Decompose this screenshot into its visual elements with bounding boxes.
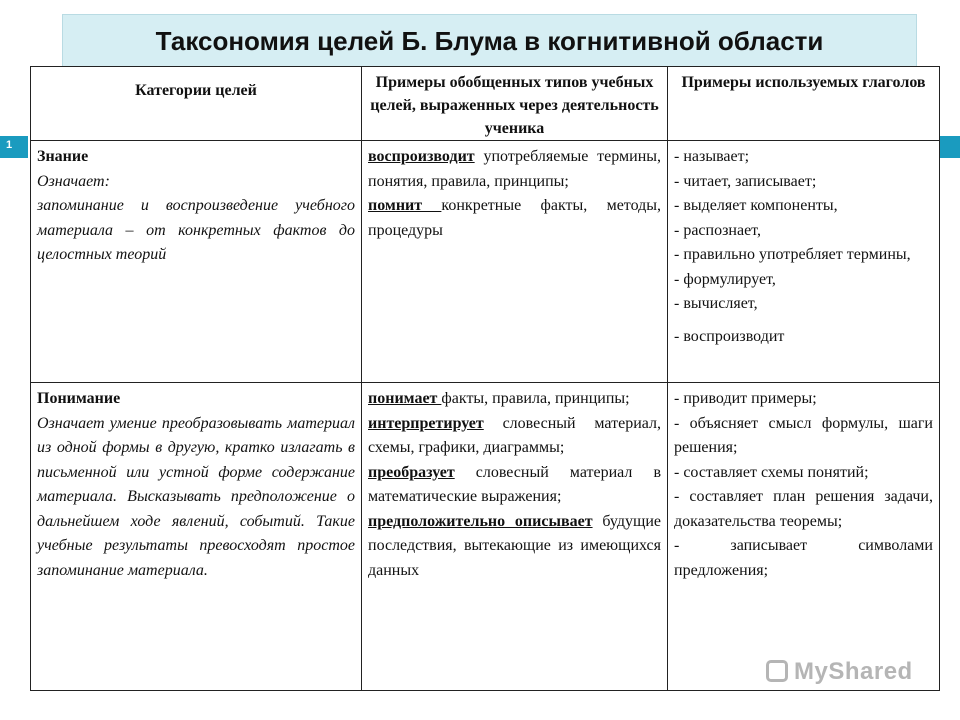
example-text: словесный материал в математические выражения; bbox=[368, 463, 661, 505]
means-label: Означает: bbox=[37, 172, 110, 190]
example-text: употребляемые термины, понятия, правила, принципы; bbox=[368, 148, 661, 190]
verb-item: - читает, записывает; bbox=[674, 172, 817, 190]
example-text: факты, правила, принципы; bbox=[441, 390, 630, 407]
category-description: запоминание и воспроизведение учебного материала – от конкретных фактов до целостных теорий bbox=[37, 197, 355, 263]
verb-item: - записывает символами предложения; bbox=[674, 537, 933, 579]
watermark-text: MyShared bbox=[794, 658, 913, 685]
category-description: Означает умение преобразовывать материал из одной формы в другую, кратко излагать в письменной или устной форме содержание материала. Высказывать предположение о дальнейшем ходе явлений, событий. Такие учебные результаты превосходят простое запоминание материала. bbox=[37, 414, 355, 579]
slide-number: 1 bbox=[6, 139, 13, 151]
cell-examples-knowledge bbox=[362, 141, 668, 383]
cell-examples-understanding bbox=[362, 383, 668, 691]
example-verb: предположительно описывает bbox=[368, 512, 593, 530]
example-verb: преобразует bbox=[368, 463, 455, 481]
header-row bbox=[31, 67, 940, 141]
left-accent-bar bbox=[0, 136, 28, 158]
example-verb: интерпретирует bbox=[368, 414, 484, 432]
cell-verbs-understanding bbox=[668, 383, 940, 691]
example-text: конкретные факты, методы, процедуры bbox=[368, 197, 662, 239]
example-text: словесный материал, схемы, графики, диаграммы; bbox=[368, 414, 661, 456]
verb-item: - выделяет компоненты, bbox=[674, 197, 838, 214]
cell-category-understanding bbox=[31, 383, 362, 691]
table-row-understanding bbox=[31, 383, 940, 691]
verb-item: - воспроизводит bbox=[674, 327, 785, 345]
verb-item: - правильно употребляет термины, bbox=[674, 246, 911, 263]
category-name: Знание bbox=[37, 148, 89, 165]
header-verbs: Примеры используемых глаголов bbox=[668, 67, 940, 141]
header-examples: Примеры обобщенных типов учебных целей, выраженных через деятельность ученика bbox=[362, 67, 668, 141]
example-item bbox=[368, 387, 661, 412]
category-name: Понимание bbox=[37, 390, 121, 407]
verb-item: - распознает, bbox=[674, 221, 761, 239]
verb-item: - объясняет смысл формулы, шаги решения; bbox=[674, 414, 933, 456]
right-accent-bar bbox=[938, 136, 960, 158]
verb-item: - формулирует, bbox=[674, 270, 776, 288]
example-item bbox=[368, 412, 661, 461]
example-verb: помнит bbox=[368, 197, 442, 214]
verb-item: - составляет схемы понятий; bbox=[674, 463, 869, 481]
taxonomy-table bbox=[30, 66, 940, 691]
example-item bbox=[368, 145, 661, 194]
verb-item: - называет; bbox=[674, 148, 750, 165]
table-row-knowledge bbox=[31, 141, 940, 383]
page-title: Таксономия целей Б. Блума в когнитивной области bbox=[155, 26, 824, 56]
verb-item: - вычисляет, bbox=[674, 295, 758, 312]
example-item bbox=[368, 461, 661, 510]
verb-item: - составляет план решения задачи, доказательства теоремы; bbox=[674, 488, 933, 530]
example-item bbox=[368, 510, 661, 584]
example-text: будущие последствия, вытекающие из имеющихся данных bbox=[368, 512, 661, 579]
cell-category-knowledge bbox=[31, 141, 362, 383]
cell-verbs-knowledge bbox=[668, 141, 940, 383]
verb-item: - приводит примеры; bbox=[674, 390, 817, 407]
example-item bbox=[368, 194, 661, 243]
example-verb: понимает bbox=[368, 390, 442, 407]
watermark bbox=[766, 658, 913, 686]
example-verb: воспроизводит bbox=[368, 148, 475, 165]
header-categories: Категории целей bbox=[31, 67, 362, 141]
watermark-logo-icon bbox=[766, 660, 788, 682]
